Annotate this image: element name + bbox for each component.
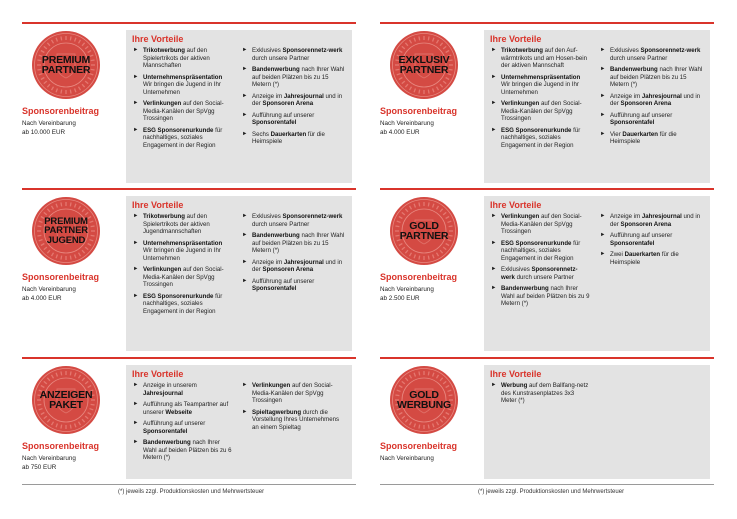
footnote: (*) jeweils zzgl. Produktionskosten und Mehrwertsteuer bbox=[118, 489, 265, 495]
benefit-text: Anzeige im bbox=[252, 92, 284, 100]
benefit-text: für nachhaltiges, soziales Engagement in der Region bbox=[143, 292, 223, 315]
benefit-item bbox=[491, 213, 591, 236]
benefit-highlight: Jahresjournal bbox=[283, 258, 324, 266]
sponsor-title: Sponsorenbeitrag bbox=[380, 441, 458, 451]
benefit-highlight: Sponsorentafel bbox=[252, 119, 297, 126]
benefit-highlight: Bandenwerbung bbox=[252, 66, 300, 73]
benefit-text: und in der bbox=[252, 258, 343, 273]
sponsor-title: Sponsorenbeitrag bbox=[380, 106, 458, 116]
benefit-highlight: Werbung bbox=[501, 382, 528, 389]
benefits-heading: Ihre Vorteile bbox=[132, 200, 184, 210]
benefits-panel bbox=[126, 365, 352, 479]
benefit-highlight: Verlinkungen bbox=[143, 266, 182, 273]
benefit-item bbox=[491, 285, 591, 308]
benefit-text: durch unsere Partner bbox=[610, 54, 668, 62]
benefit-text: und in der bbox=[610, 92, 701, 107]
benefit-highlight: ESG Sponsorenurkunde bbox=[501, 239, 572, 247]
benefit-text: für die Heimspiele bbox=[610, 251, 679, 266]
benefit-item bbox=[600, 47, 704, 62]
benefit-text: Wir bringen die Jugend in Ihr Unternehmen bbox=[501, 81, 579, 96]
benefit-text: für nachhaltiges, soziales Engagement in der Region bbox=[143, 126, 223, 149]
seal-label: WERBUNG bbox=[396, 399, 451, 411]
price-amount: ab 4.000 EUR bbox=[380, 128, 420, 136]
package-seal bbox=[31, 30, 101, 100]
divider bbox=[22, 484, 356, 485]
benefit-text: Aufführung auf unserer bbox=[252, 277, 315, 285]
divider bbox=[22, 22, 356, 24]
benefit-item bbox=[491, 266, 591, 281]
benefit-text: auf den Social-Media-Kanälen der SpVgg Trossingen bbox=[143, 266, 224, 288]
benefit-highlight: Dauerkarten bbox=[624, 251, 661, 258]
benefit-item bbox=[133, 382, 233, 397]
seal-label: GOLD bbox=[409, 388, 439, 401]
benefit-item bbox=[491, 382, 591, 405]
benefit-text: Aufführung auf unserer bbox=[143, 420, 206, 427]
benefit-highlight: Jahresjournal bbox=[641, 92, 682, 100]
benefit-item bbox=[133, 127, 233, 150]
seal-label: PAKET bbox=[49, 399, 83, 411]
benefit-highlight: Sponsorennetz-werk bbox=[282, 213, 343, 220]
benefit-item bbox=[242, 66, 346, 89]
divider bbox=[380, 22, 714, 24]
benefit-item bbox=[133, 266, 233, 289]
divider bbox=[380, 484, 714, 485]
package-premium-partner bbox=[22, 30, 356, 187]
seal-label: PREMIUM bbox=[41, 53, 91, 66]
sponsor-title: Sponsorenbeitrag bbox=[22, 106, 100, 116]
benefits-column bbox=[491, 47, 591, 153]
benefit-highlight: Sponsorentafel bbox=[610, 119, 655, 126]
benefit-highlight: Verlinkungen bbox=[143, 100, 182, 107]
package-anzeigen-paket bbox=[22, 365, 356, 483]
benefit-highlight: Sponsorentafel bbox=[252, 285, 297, 292]
benefit-text: nach Ihrer Wahl auf beiden Plätzen bis zu 9 Metern (*) bbox=[501, 285, 590, 307]
benefit-highlight: ESG Sponsorenurkunde bbox=[143, 292, 214, 300]
benefit-item bbox=[242, 93, 346, 108]
benefit-text: Exklusives bbox=[501, 266, 532, 273]
sponsor-info bbox=[22, 441, 130, 472]
benefit-item bbox=[133, 213, 233, 236]
seal-label: PARTNER bbox=[399, 230, 449, 242]
benefit-text: Sechs bbox=[252, 130, 271, 138]
price-note: Nach Vereinbarung bbox=[380, 455, 434, 462]
benefit-highlight: Sponsoren Arena bbox=[262, 266, 314, 273]
benefit-highlight: Trikotwerbung bbox=[143, 213, 185, 220]
benefit-highlight: Trikotwerbung bbox=[501, 47, 543, 54]
package-gold-werbung bbox=[380, 365, 714, 483]
benefit-item bbox=[242, 382, 346, 405]
benefit-highlight: Verlinkungen bbox=[501, 213, 540, 220]
seal-label: PARTNER bbox=[399, 64, 449, 76]
sponsor-title: Sponsorenbeitrag bbox=[380, 272, 458, 282]
footnote: (*) jeweils zzgl. Produktionskosten und Mehrwertsteuer bbox=[478, 489, 625, 495]
benefit-item bbox=[491, 47, 591, 70]
benefit-text: Vier bbox=[610, 130, 623, 138]
benefit-item bbox=[491, 100, 591, 123]
benefit-item bbox=[133, 74, 233, 97]
benefit-highlight: Sponsoren Arena bbox=[262, 100, 314, 107]
benefit-highlight: Unternehmenspräsentation bbox=[501, 73, 581, 81]
benefits-heading: Ihre Vorteile bbox=[132, 34, 184, 44]
package-seal bbox=[31, 196, 101, 266]
benefit-item bbox=[600, 232, 704, 247]
benefit-text: Wir bringen die Jugend in Ihr Unternehmen bbox=[143, 247, 221, 262]
package-seal bbox=[31, 365, 101, 435]
benefits-column bbox=[133, 382, 233, 466]
benefit-text: durch unsere Partner bbox=[252, 220, 310, 228]
benefit-highlight: Jahresjournal bbox=[143, 389, 183, 397]
benefit-highlight: Bandenwerbung bbox=[610, 66, 658, 73]
benefit-item bbox=[242, 409, 346, 432]
benefit-item bbox=[600, 213, 704, 228]
benefits-panel bbox=[484, 196, 710, 351]
divider bbox=[22, 357, 356, 359]
benefit-text: Aufführung als Teampartner auf unserer bbox=[143, 401, 229, 416]
benefit-item bbox=[133, 439, 233, 462]
benefit-text: Anzeige im bbox=[252, 258, 284, 266]
price-note: Nach Vereinbarung bbox=[380, 120, 434, 127]
benefit-item bbox=[242, 47, 346, 62]
benefits-column bbox=[133, 213, 233, 319]
seal-label: EXKLUSIV bbox=[398, 53, 450, 66]
package-seal bbox=[389, 196, 459, 266]
benefit-text: nach Ihrer Wahl auf beiden Plätzen bis zu 6 Metern (*) bbox=[143, 439, 232, 461]
benefit-item bbox=[600, 66, 704, 89]
benefit-item bbox=[242, 112, 346, 127]
benefit-text: Exklusives bbox=[252, 47, 283, 54]
package-seal bbox=[389, 30, 459, 100]
benefit-item bbox=[600, 112, 704, 127]
package-exklusiv-partner bbox=[380, 30, 714, 187]
benefit-text: Anzeige in unserem bbox=[143, 382, 197, 389]
benefits-column bbox=[600, 47, 704, 150]
benefit-highlight: Sponsorentafel bbox=[143, 427, 188, 435]
benefits-column bbox=[491, 382, 591, 409]
benefit-text: Aufführung auf unserer bbox=[252, 111, 315, 119]
benefit-highlight: Unternehmenspräsentation bbox=[143, 239, 223, 247]
divider bbox=[22, 188, 356, 190]
seal-label: JUGEND bbox=[46, 234, 86, 246]
benefit-text: und in der bbox=[610, 213, 701, 228]
benefit-text: auf den Spielertrikots der aktiven Jugendmannschaften bbox=[143, 213, 210, 235]
benefit-text: auf den Social-Media-Kanälen der SpVgg Trossingen bbox=[252, 382, 333, 404]
benefits-column bbox=[242, 47, 346, 150]
benefits-heading: Ihre Vorteile bbox=[490, 369, 542, 379]
sponsor-info bbox=[380, 272, 488, 303]
benefit-highlight: Verlinkungen bbox=[252, 382, 291, 389]
benefit-text: Exklusives bbox=[252, 213, 283, 220]
benefit-item bbox=[600, 131, 704, 146]
benefit-item bbox=[600, 93, 704, 108]
price-amount: ab 4.000 EUR bbox=[22, 294, 62, 302]
benefits-panel bbox=[126, 196, 352, 351]
benefit-item bbox=[133, 401, 233, 416]
benefit-text: auf den Social-Media-Kanälen der SpVgg Trossingen bbox=[501, 213, 582, 235]
benefits-column bbox=[491, 213, 591, 312]
package-gold-partner bbox=[380, 196, 714, 355]
benefit-text: auf dem Ballfang-netz des Kunstrasenplatzes 3x3 Meter (*) bbox=[501, 382, 589, 404]
benefit-text: nach Ihrer Wahl auf beiden Plätzen bis zu 15 Metern (*) bbox=[252, 66, 345, 88]
seal-label: PREMIUM bbox=[44, 215, 88, 227]
price-note: Nach Vereinbarung bbox=[22, 286, 76, 293]
benefit-item bbox=[133, 47, 233, 70]
benefit-highlight: Sponsoren Arena bbox=[620, 100, 672, 107]
benefit-item bbox=[600, 251, 704, 266]
sponsor-info bbox=[380, 106, 488, 137]
sponsor-title: Sponsorenbeitrag bbox=[22, 272, 100, 282]
price-note: Nach Vereinbarung bbox=[22, 455, 76, 462]
seal-label: GOLD bbox=[409, 219, 439, 232]
benefit-item bbox=[242, 232, 346, 255]
benefits-panel bbox=[126, 30, 352, 183]
package-seal bbox=[389, 365, 459, 435]
benefit-item bbox=[491, 74, 591, 97]
benefit-highlight: Sponsorennetz-werk bbox=[282, 47, 343, 54]
benefit-item bbox=[133, 240, 233, 263]
benefit-text: Anzeige im bbox=[610, 213, 642, 220]
benefit-item bbox=[133, 100, 233, 123]
benefit-highlight: Sponsorennetz-werk bbox=[640, 47, 701, 54]
benefit-highlight: Bandenwerbung bbox=[143, 439, 191, 446]
benefit-highlight: ESG Sponsorenurkunde bbox=[501, 126, 572, 134]
benefit-highlight: Jahresjournal bbox=[283, 92, 324, 100]
benefit-highlight: Bandenwerbung bbox=[252, 232, 300, 239]
benefits-column bbox=[242, 382, 346, 435]
benefits-heading: Ihre Vorteile bbox=[490, 34, 542, 44]
benefit-highlight: Bandenwerbung bbox=[501, 285, 549, 292]
benefit-text: nach Ihrer Wahl auf beiden Plätzen bis zu 15 Metern (*) bbox=[610, 66, 703, 88]
benefits-column bbox=[600, 213, 704, 270]
benefit-text: für die Heimspiele bbox=[610, 130, 677, 145]
benefit-text: und in der bbox=[252, 92, 343, 107]
sponsor-info bbox=[22, 272, 130, 303]
benefit-text: Aufführung auf unserer bbox=[610, 232, 673, 239]
benefit-highlight: Jahresjournal bbox=[641, 213, 682, 220]
benefit-item bbox=[242, 213, 346, 228]
benefit-text: durch unsere Partner bbox=[514, 273, 574, 281]
benefit-highlight: Verlinkungen bbox=[501, 100, 540, 107]
benefit-text: Aufführung auf unserer bbox=[610, 111, 673, 119]
benefit-item bbox=[242, 259, 346, 274]
benefit-text: auf den Social-Media-Kanälen der SpVgg Trossingen bbox=[501, 100, 582, 122]
price-amount: ab 2.500 EUR bbox=[380, 294, 420, 302]
package-premium-partner-jugend bbox=[22, 196, 356, 355]
sponsor-title: Sponsorenbeitrag bbox=[22, 441, 100, 451]
benefit-text: auf den Social-Media-Kanälen der SpVgg Trossingen bbox=[143, 100, 224, 122]
sponsor-info bbox=[380, 441, 488, 464]
seal-label: PARTNER bbox=[44, 225, 88, 237]
benefit-highlight: Trikotwerbung bbox=[143, 47, 185, 54]
benefit-item bbox=[491, 240, 591, 263]
benefit-highlight: Sponsoren Arena bbox=[620, 220, 672, 228]
benefit-text: Zwei bbox=[610, 251, 625, 258]
benefit-text: für die Heimspiele bbox=[252, 130, 325, 145]
benefit-highlight: ESG Sponsorenurkunde bbox=[143, 126, 214, 134]
divider bbox=[380, 188, 714, 190]
benefit-item bbox=[133, 293, 233, 316]
benefit-text: auf den Spielertrikots der aktiven Mannschaften bbox=[143, 47, 210, 69]
benefit-text: für nachhaltiges, soziales Engagement in der Region bbox=[501, 126, 581, 149]
benefit-item bbox=[133, 420, 233, 435]
sponsor-info bbox=[22, 106, 130, 137]
benefits-heading: Ihre Vorteile bbox=[490, 200, 542, 210]
benefit-item bbox=[491, 127, 591, 150]
benefits-panel bbox=[484, 30, 710, 183]
benefit-text: durch unsere Partner bbox=[252, 54, 310, 62]
benefit-highlight: Dauerkarten bbox=[622, 130, 658, 138]
benefits-heading: Ihre Vorteile bbox=[132, 369, 184, 379]
benefit-text: auf den Auf-wärmtrikots und am Hosen-bein der aktiven Mannschaft bbox=[501, 47, 588, 69]
benefit-highlight: Unternehmenspräsentation bbox=[143, 73, 223, 81]
benefit-highlight: Sponsorentafel bbox=[610, 239, 655, 247]
benefit-item bbox=[242, 278, 346, 293]
benefit-text: nach Ihrer Wahl auf beiden Plätzen bis zu 15 Metern (*) bbox=[252, 232, 345, 254]
benefit-highlight: Dauerkarten bbox=[270, 130, 307, 138]
benefit-highlight: Sponsorennetz-werk bbox=[501, 266, 578, 281]
seal-label: PARTNER bbox=[41, 64, 91, 76]
benefit-text: durch die Vorstellung Ihres Unternehmens an einem Spieltag bbox=[252, 408, 340, 431]
price-amount: ab 750 EUR bbox=[22, 463, 57, 471]
price-amount: ab 10.000 EUR bbox=[22, 128, 66, 136]
benefit-text: Anzeige im bbox=[610, 92, 642, 100]
benefits-panel bbox=[484, 365, 710, 479]
benefit-text: Wir bringen die Jugend in Ihr Unternehmen bbox=[143, 81, 221, 96]
divider bbox=[380, 357, 714, 359]
benefits-column bbox=[242, 213, 346, 297]
benefit-item bbox=[242, 131, 346, 146]
benefit-highlight: Webseite bbox=[165, 408, 193, 416]
benefit-highlight: Spieltagwerbung bbox=[252, 408, 302, 416]
benefits-column bbox=[133, 47, 233, 153]
price-note: Nach Vereinbarung bbox=[380, 286, 434, 293]
benefit-text: für nachhaltiges, soziales Engagement in der Region bbox=[501, 239, 581, 262]
seal-label: ANZEIGEN bbox=[39, 388, 93, 401]
price-note: Nach Vereinbarung bbox=[22, 120, 76, 127]
benefit-text: Exklusives bbox=[610, 47, 641, 54]
